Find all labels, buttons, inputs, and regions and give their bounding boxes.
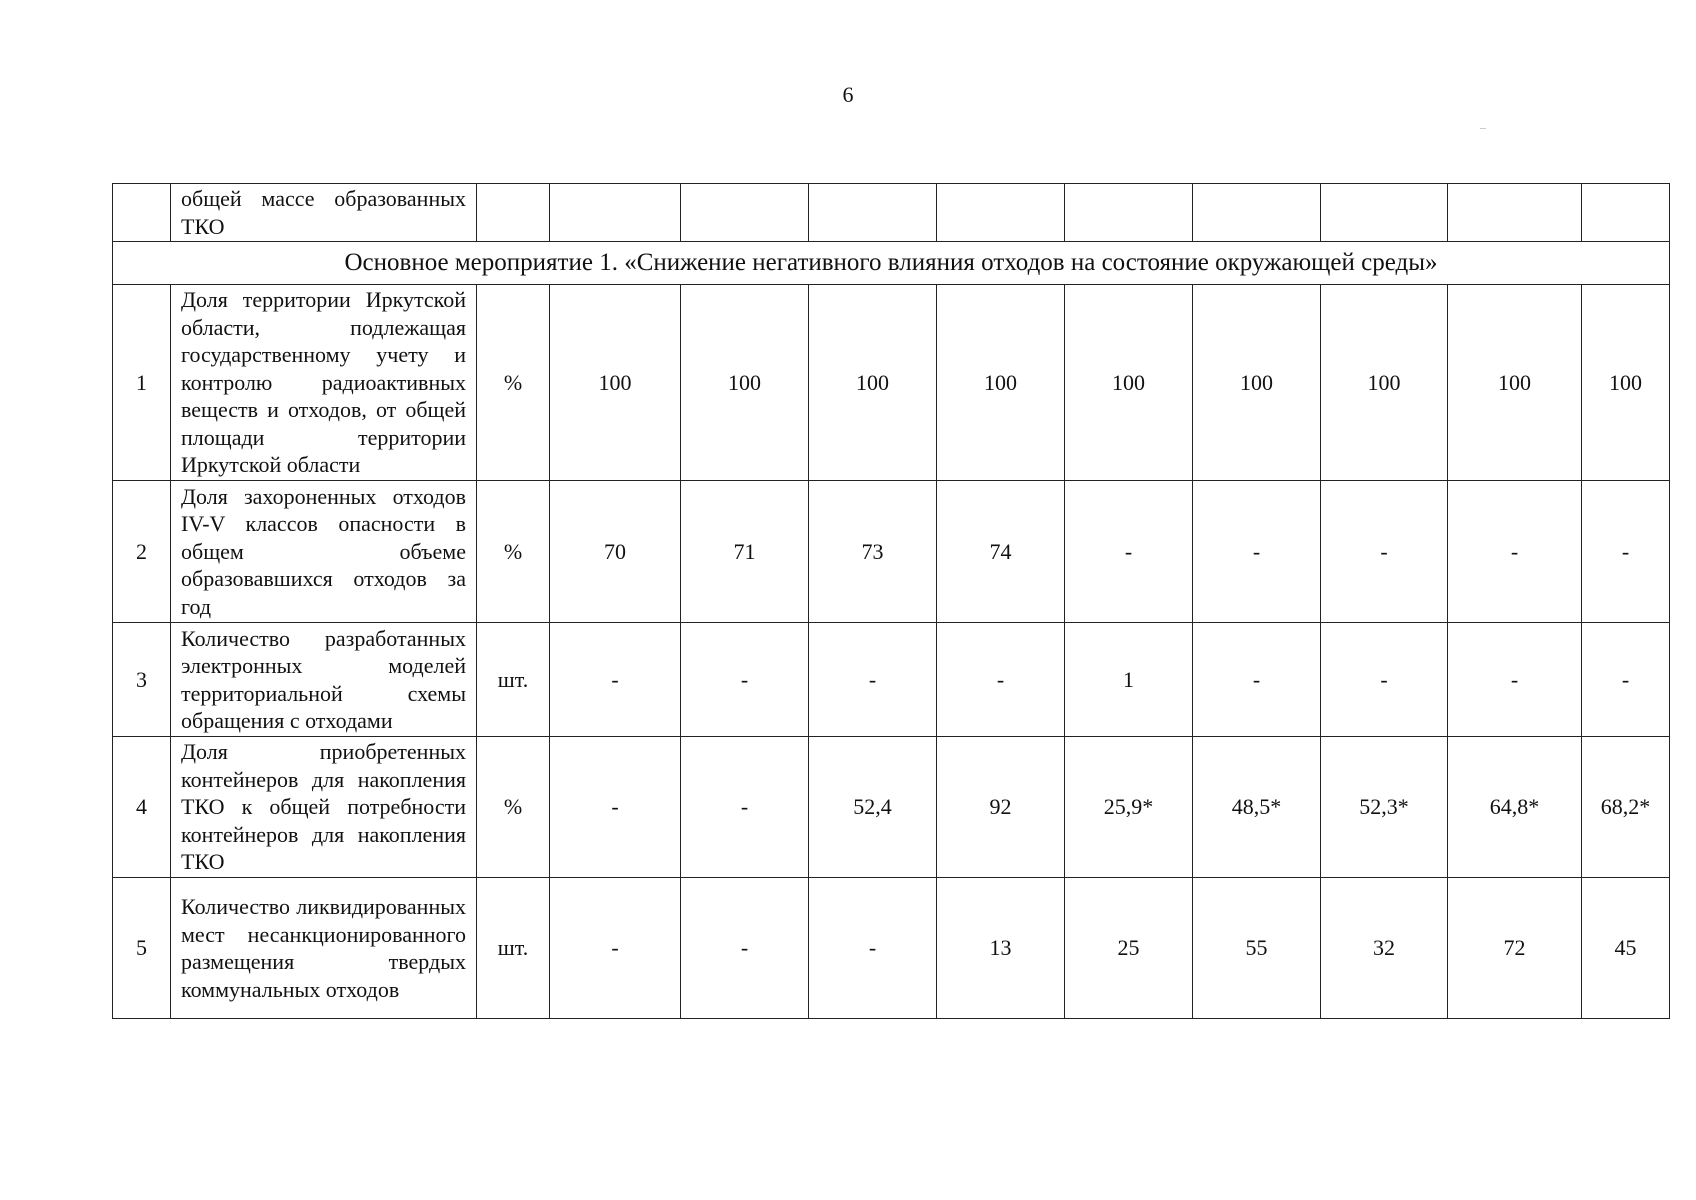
indicator-name-cell: Доля приобретенных контейнеров для накопления ТКО к общей потребности контейнеров для накопления ТКО — [171, 737, 477, 878]
section-header-row — [113, 242, 1670, 285]
value-cell — [809, 184, 937, 242]
value-cell: 72 — [1448, 878, 1582, 1019]
value-cell: - — [1582, 481, 1670, 623]
value-cell: - — [1065, 481, 1193, 623]
value-cell: - — [1193, 623, 1321, 737]
row-number: 1 — [113, 285, 171, 481]
indicator-name-cell: Доля захороненных отходов IV-V классов опасности в общем объеме образовавшихся отходов за год — [171, 481, 477, 623]
value-cell: - — [809, 623, 937, 737]
value-cell: 100 — [1065, 285, 1193, 481]
value-cell: 25 — [1065, 878, 1193, 1019]
value-cell: - — [550, 878, 681, 1019]
unit-cell — [477, 184, 550, 242]
value-cell: 55 — [1193, 878, 1321, 1019]
table-row — [113, 481, 1670, 623]
value-cell: 32 — [1321, 878, 1448, 1019]
value-cell: 25,9* — [1065, 737, 1193, 878]
value-cell: 52,4 — [809, 737, 937, 878]
row-number: 2 — [113, 481, 171, 623]
value-cell: 64,8* — [1448, 737, 1582, 878]
value-cell: 100 — [1193, 285, 1321, 481]
section-title: Основное мероприятие 1. «Снижение негативного влияния отходов на состояние окружающей среды» — [113, 242, 1670, 285]
table-row — [113, 878, 1670, 1019]
value-cell: - — [550, 737, 681, 878]
value-cell: 100 — [681, 285, 809, 481]
value-cell: - — [937, 623, 1065, 737]
value-cell: 100 — [937, 285, 1065, 481]
indicator-name-cell: Доля территории Иркутской области, подлежащая государственному учету и контролю радиоактивных веществ и отходов, от общей площади территории Иркутской области — [171, 285, 477, 481]
value-cell: - — [550, 623, 681, 737]
unit-cell: % — [477, 481, 550, 623]
value-cell: - — [681, 623, 809, 737]
unit-cell: % — [477, 285, 550, 481]
value-cell — [550, 184, 681, 242]
value-cell: 1 — [1065, 623, 1193, 737]
row-number: 5 — [113, 878, 171, 1019]
value-cell — [937, 184, 1065, 242]
value-cell: 100 — [550, 285, 681, 481]
value-cell: 45 — [1582, 878, 1670, 1019]
value-cell: 74 — [937, 481, 1065, 623]
scan-mark — [1480, 128, 1486, 129]
table-row — [113, 737, 1670, 878]
value-cell: 100 — [1321, 285, 1448, 481]
value-cell: 100 — [1582, 285, 1670, 481]
row-number: 3 — [113, 623, 171, 737]
value-cell: - — [1321, 623, 1448, 737]
table-row — [113, 623, 1670, 737]
indicator-name-cell: Количество ликвидированных мест несанкционированного размещения твердых коммунальных отходов — [171, 878, 477, 1019]
indicator-name-cell: общей массе образованных ТКО — [171, 184, 477, 242]
unit-cell: шт. — [477, 878, 550, 1019]
unit-cell: % — [477, 737, 550, 878]
value-cell: 48,5* — [1193, 737, 1321, 878]
value-cell — [1321, 184, 1448, 242]
value-cell — [681, 184, 809, 242]
value-cell: 68,2* — [1582, 737, 1670, 878]
value-cell: 70 — [550, 481, 681, 623]
value-cell: - — [1582, 623, 1670, 737]
indicator-name-cell: Количество разработанных электронных моделей территориальной схемы обращения с отходами — [171, 623, 477, 737]
indicators-table — [112, 183, 1670, 1019]
value-cell: 71 — [681, 481, 809, 623]
value-cell: - — [1193, 481, 1321, 623]
table-row — [113, 285, 1670, 481]
page-number: 6 — [842, 82, 854, 107]
value-cell: - — [1448, 481, 1582, 623]
value-cell — [1582, 184, 1670, 242]
value-cell: - — [809, 878, 937, 1019]
row-number: 4 — [113, 737, 171, 878]
value-cell — [1448, 184, 1582, 242]
value-cell: 13 — [937, 878, 1065, 1019]
table-row-continuation — [113, 184, 1670, 242]
value-cell — [1065, 184, 1193, 242]
value-cell: 92 — [937, 737, 1065, 878]
value-cell: 100 — [1448, 285, 1582, 481]
value-cell: 52,3* — [1321, 737, 1448, 878]
value-cell: 73 — [809, 481, 937, 623]
value-cell: - — [681, 737, 809, 878]
unit-cell: шт. — [477, 623, 550, 737]
value-cell — [1193, 184, 1321, 242]
value-cell: - — [1321, 481, 1448, 623]
value-cell: - — [681, 878, 809, 1019]
num-cell — [113, 184, 171, 242]
value-cell: - — [1448, 623, 1582, 737]
value-cell: 100 — [809, 285, 937, 481]
